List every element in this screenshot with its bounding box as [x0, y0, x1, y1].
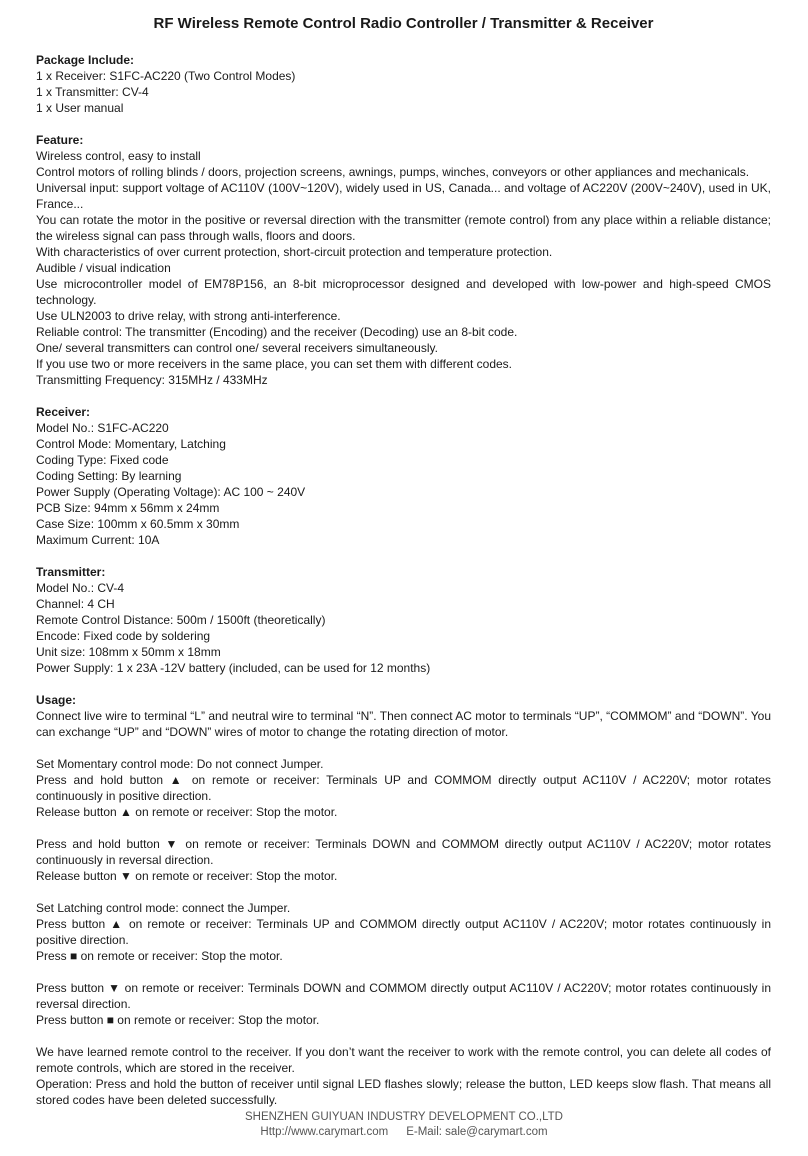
document-title: RF Wireless Remote Control Radio Controller / Transmitter & Receiver [153, 15, 654, 32]
momentary-down-release: Release button ▼ on remote or receiver: Stop the motor. [36, 869, 338, 883]
latching-down-press: Press button ▼ on remote or receiver: Terminals DOWN and COMMOM directly output AC110V / AC220V; motor rotates continuously in reversal direction. [36, 981, 771, 1011]
package-section [36, 52, 771, 116]
footer-website[interactable]: Http://www.carymart.com [260, 1126, 389, 1138]
package-item: 1 x Receiver: S1FC-AC220 (Two Control Modes) [36, 69, 296, 83]
latching-up-press: Press button ▲ on remote or receiver: Terminals UP and COMMOM directly output AC110V / AC220V; motor rotates continuously in positive direction. [36, 917, 771, 947]
receiver-spec: Coding Type: Fixed code [36, 453, 169, 467]
latching-mode-setting: Set Latching control mode: connect the Jumper. [36, 901, 291, 915]
usage-heading: Usage: [36, 693, 77, 707]
momentary-up-hold: Press and hold button ▲ on remote or receiver: Terminals UP and COMMOM directly output AC110V / AC220V; motor rotates continuously in positive direction. [36, 773, 771, 803]
receiver-spec: Model No.: S1FC-AC220 [36, 421, 169, 435]
receiver-spec: Case Size: 100mm x 60.5mm x 30mm [36, 517, 240, 531]
feature-item: Use ULN2003 to drive relay, with strong anti-interference. [36, 309, 341, 323]
package-item: 1 x Transmitter: CV-4 [36, 85, 149, 99]
footer-email[interactable]: E-Mail: sale@carymart.com [406, 1126, 548, 1138]
usage-intro: Connect live wire to terminal “L” and neutral wire to terminal “N”. Then connect AC motor to terminals “UP”, “COMMOM” and “DOWN”. You can exchange “UP” and “DOWN” wires of motor to change the rotating direction of motor. [36, 709, 771, 739]
transmitter-heading: Transmitter: [36, 565, 106, 579]
momentary-up-release: Release button ▲ on remote or receiver: Stop the motor. [36, 805, 338, 819]
feature-heading: Feature: [36, 133, 84, 147]
usage-section [36, 692, 771, 1108]
transmitter-section [36, 564, 771, 676]
package-item: 1 x User manual [36, 101, 124, 115]
feature-item: One/ several transmitters can control one/ several receivers simultaneously. [36, 341, 438, 355]
feature-item: Control motors of rolling blinds / doors, projection screens, awnings, pumps, winches, conveyors or other appliances and mechanicals. [36, 165, 750, 179]
feature-section [36, 132, 771, 388]
transmitter-spec: Encode: Fixed code by soldering [36, 629, 211, 643]
receiver-spec: Coding Setting: By learning [36, 469, 182, 483]
receiver-heading: Receiver: [36, 405, 91, 419]
package-heading: Package Include: [36, 53, 135, 67]
transmitter-spec: Model No.: CV-4 [36, 581, 125, 595]
delete-codes-intro: We have learned remote control to the receiver. If you don’t want the receiver to work with the remote control, you can delete all codes of remote controls, which are stored in the receiver. [36, 1045, 771, 1075]
transmitter-spec: Remote Control Distance: 500m / 1500ft (theoretically) [36, 613, 326, 627]
latching-up-stop: Press ■ on remote or receiver: Stop the motor. [36, 949, 283, 963]
momentary-down-hold: Press and hold button ▼ on remote or receiver: Terminals DOWN and COMMOM directly output AC110V / AC220V; motor rotates continuously in reversal direction. [36, 837, 771, 867]
footer-company: SHENZHEN GUIYUAN INDUSTRY DEVELOPMENT CO.,LTD [244, 1111, 563, 1123]
receiver-section [36, 404, 771, 548]
transmitter-spec: Power Supply: 1 x 23A -12V battery (included, can be used for 12 months) [36, 661, 431, 675]
delete-codes-operation: Operation: Press and hold the button of receiver until signal LED flashes slowly; release the button, LED keeps slow flash. That means all stored codes have been deleted successfully. [36, 1077, 771, 1107]
feature-item: Universal input: support voltage of AC110V (100V~120V), widely used in US, Canada... and voltage of AC220V (200V~240V), used in UK, France... [36, 181, 771, 211]
feature-item: Wireless control, easy to install [36, 149, 201, 163]
receiver-spec: PCB Size: 94mm x 56mm x 24mm [36, 501, 220, 515]
momentary-mode-setting: Set Momentary control mode: Do not connect Jumper. [36, 757, 324, 771]
receiver-spec: Maximum Current: 10A [36, 533, 160, 547]
latching-down-stop: Press button ■ on remote or receiver: Stop the motor. [36, 1013, 320, 1027]
document-page [36, 0, 771, 1108]
receiver-spec: Control Mode: Momentary, Latching [36, 437, 226, 451]
receiver-spec: Power Supply (Operating Voltage): AC 100 ~ 240V [36, 485, 306, 499]
feature-item: You can rotate the motor in the positive or reversal direction with the transmitter (remote control) from any place within a reliable distance; the wireless signal can pass through walls, floors and doors. [36, 213, 771, 243]
transmitter-spec: Unit size: 108mm x 50mm x 18mm [36, 645, 221, 659]
feature-item: Audible / visual indication [36, 261, 171, 275]
footer-contact [0, 1125, 808, 1140]
feature-item: Use microcontroller model of EM78P156, an 8-bit microprocessor designed and developed with low-power and high-speed CMOS technology. [36, 277, 771, 307]
feature-item: If you use two or more receivers in the same place, you can set them with different codes. [36, 357, 513, 371]
feature-item: Transmitting Frequency: 315MHz / 433MHz [36, 373, 268, 387]
feature-item: With characteristics of over current protection, short-circuit protection and temperature protection. [36, 245, 553, 259]
transmitter-spec: Channel: 4 CH [36, 597, 115, 611]
feature-item: Reliable control: The transmitter (Encoding) and the receiver (Decoding) use an 8-bit code. [36, 325, 518, 339]
page-footer [0, 1110, 808, 1140]
